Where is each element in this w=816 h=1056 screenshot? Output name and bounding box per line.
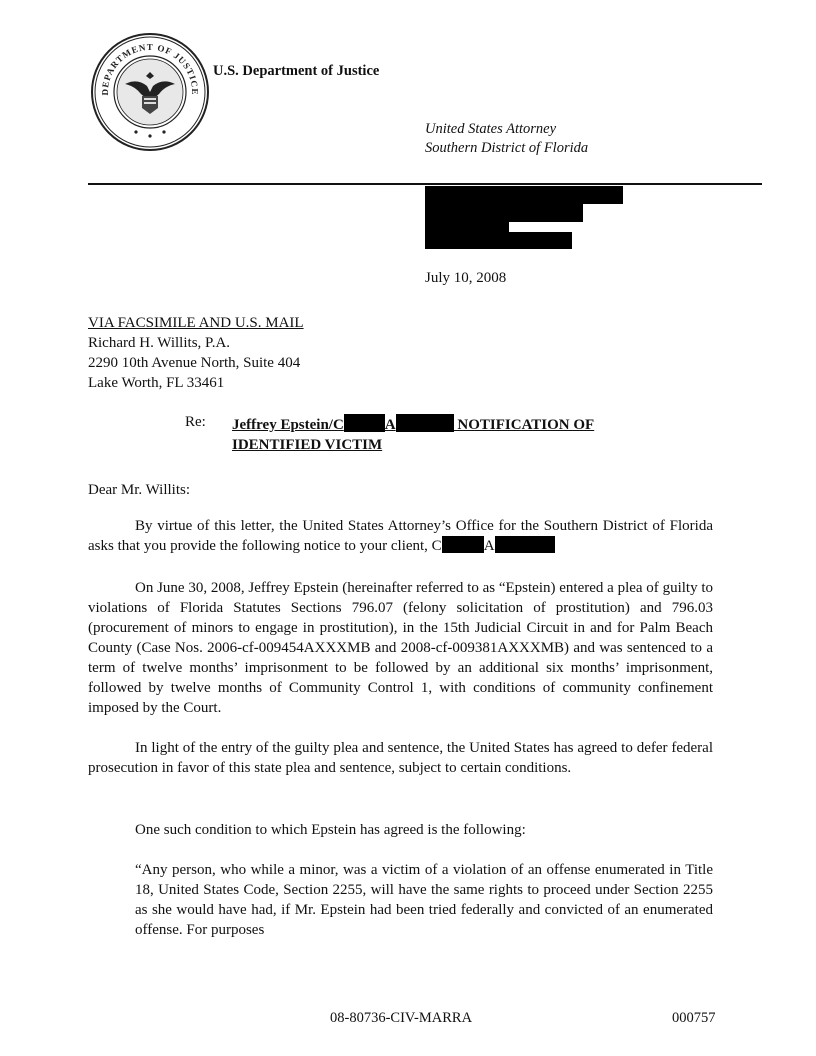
- recipient-city: Lake Worth, FL 33461: [88, 375, 225, 391]
- header-rule: [88, 183, 762, 185]
- office-line-2: Southern District of Florida: [425, 140, 589, 156]
- paragraph-3: In light of the entry of the guilty plea and sentence, the United States has agreed to defer federal prosecution in favor of this state plea and sentence, subject to certain conditions.: [88, 740, 713, 776]
- recipient-name: Richard H. Willits, P.A.: [88, 335, 231, 351]
- redaction-inline-3: [442, 536, 484, 553]
- re-subject: [232, 414, 594, 455]
- re-label: Re:: [185, 414, 206, 430]
- re-part-2: A: [384, 417, 396, 433]
- footer-page-number: 000757: [672, 1010, 716, 1026]
- re-line-2: IDENTIFIED VICTIM: [232, 437, 383, 453]
- paragraph-1-mid: A: [483, 538, 495, 554]
- redaction-inline-2: [396, 414, 454, 432]
- quoted-condition: “Any person, who while a minor, was a victim of a violation of an offense enumerated in Title 18, United States Code, Section 2255, will have the same rights to proceed under Section 2255 as she would have had, if Mr. Epstein had been tried federally and convicted of an enumerated offense. For purposes: [135, 862, 713, 938]
- re-part-3: NOTIFICATION OF: [453, 417, 595, 433]
- re-part-1: Jeffrey Epstein/C: [232, 417, 344, 433]
- paragraph-1-text: By virtue of this letter, the United States Attorney’s Office for the Southern District of Florida asks that you provide the following notice to your client, C: [88, 518, 713, 554]
- redaction-inline-4: [495, 536, 555, 553]
- redaction-block-4: [425, 232, 572, 249]
- office-line-1: United States Attorney: [425, 121, 557, 137]
- re-line-1: [232, 414, 594, 435]
- recipient-street: 2290 10th Avenue North, Suite 404: [88, 355, 301, 371]
- recipient-address: [88, 313, 304, 393]
- seal-stars: [134, 130, 165, 137]
- office-block: [425, 120, 588, 158]
- paragraph-4: One such condition to which Epstein has agreed is the following:: [135, 822, 526, 838]
- redaction-block-2: [425, 202, 583, 222]
- doj-seal: [90, 32, 210, 152]
- agency-name: U.S. Department of Justice: [213, 63, 380, 79]
- paragraph-1: [88, 516, 713, 556]
- delivery-method: VIA FACSIMILE AND U.S. MAIL: [88, 315, 304, 331]
- paragraph-2: On June 30, 2008, Jeffrey Epstein (hereinafter referred to as “Epstein) entered a plea of guilty to violations of Florida Statutes Sections 796.07 (felony solicitation of prostitution) and 796.03 (procurement of minors to engage in prostitution), in the 15th Judicial Circuit in and for Palm Beach County (Case Nos. 2006-cf-009454AXXXMB and 2008-cf-009381AXXXMB) and was sentenced to a term of twelve months’ imprisonment to be followed by an additional six months’ imprisonment, followed by twelve months of Community Control 1, with conditions of community confinement imposed by the Court.: [88, 580, 713, 716]
- letter-date: July 10, 2008: [425, 270, 507, 286]
- footer-case-number: 08-80736-CIV-MARRA: [330, 1010, 473, 1026]
- salutation: Dear Mr. Willits:: [88, 482, 191, 498]
- seal-text: DEPARTMENT OF JUSTICE: [99, 41, 201, 96]
- redaction-inline-1: [344, 414, 385, 432]
